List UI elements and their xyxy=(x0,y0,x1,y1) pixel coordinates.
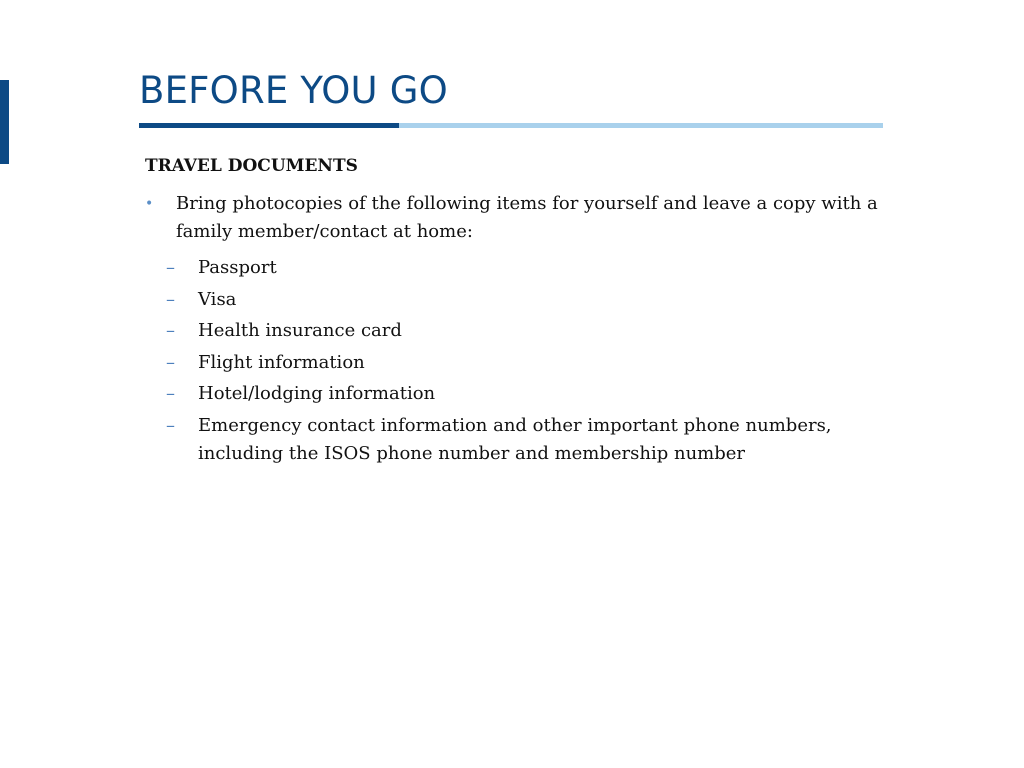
list-item-text: Emergency contact information and other important phone numbers, including the ISOS phone number and membership number xyxy=(198,414,832,464)
slide-content xyxy=(145,150,885,471)
main-bullet xyxy=(145,190,885,246)
list-item-text: Health insurance card xyxy=(198,320,402,341)
dash-marker: – xyxy=(166,257,175,278)
bullet-text: Bring photocopies of the following items for yourself and leave a copy with a family member/contact at home: xyxy=(176,193,878,242)
list-item-text: Visa xyxy=(198,288,237,310)
list-item xyxy=(145,254,885,282)
dash-marker: – xyxy=(166,320,175,341)
dash-marker: – xyxy=(166,288,175,310)
list-item xyxy=(145,380,885,408)
list-item xyxy=(145,286,885,314)
slide-title: BEFORE YOU GO xyxy=(139,69,448,112)
title-underline-dark xyxy=(139,123,399,128)
bullet-marker: • xyxy=(145,196,154,212)
list-item xyxy=(145,317,885,345)
list-item xyxy=(145,349,885,377)
section-heading: TRAVEL DOCUMENTS xyxy=(145,156,358,176)
list-item-text: Hotel/lodging information xyxy=(198,383,436,404)
list-item-text: Flight information xyxy=(198,351,365,373)
side-accent-bar xyxy=(0,80,9,164)
document-list xyxy=(145,254,885,468)
title-underline-light xyxy=(399,123,883,128)
list-item xyxy=(145,412,885,468)
dash-marker: – xyxy=(166,414,175,436)
list-item-text: Passport xyxy=(198,257,277,278)
dash-marker: – xyxy=(166,351,175,373)
dash-marker: – xyxy=(166,383,175,404)
